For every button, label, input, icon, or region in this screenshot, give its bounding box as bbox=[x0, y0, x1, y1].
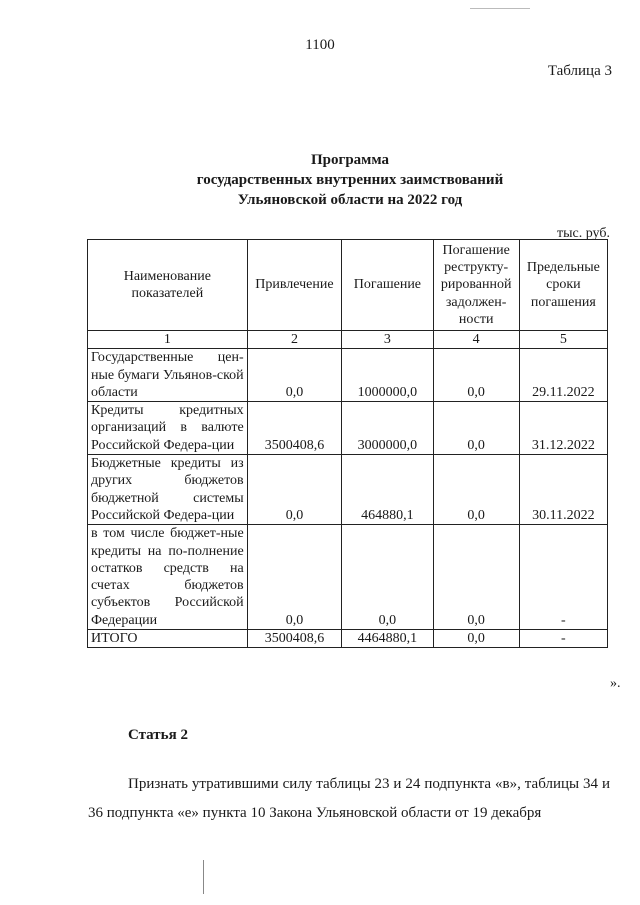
row-restructured: 0,0 bbox=[433, 402, 519, 455]
row-restructured: 0,0 bbox=[433, 525, 519, 630]
col-number: 2 bbox=[247, 331, 342, 349]
row-repayment: 3000000,0 bbox=[342, 402, 433, 455]
row-attraction: 0,0 bbox=[247, 349, 342, 402]
title-line-1: Программа bbox=[311, 152, 389, 168]
scan-artifact-bottom bbox=[203, 860, 204, 894]
row-name: Государственные цен-ные бумаги Ульянов-ской области bbox=[88, 349, 248, 402]
row-term: 30.11.2022 bbox=[519, 455, 607, 525]
article-paragraph: Признать утратившими силу таблицы 23 и 24 подпункта «в», таблицы 34 и 36 подпункта «е» пункта 10 Закона Ульяновской области от 19 декабря bbox=[88, 776, 610, 821]
table-row bbox=[88, 349, 608, 402]
row-name: Кредиты кредитных организаций в валюте Российской Федера-ции bbox=[88, 402, 248, 455]
row-restructured: 0,0 bbox=[433, 455, 519, 525]
table-row bbox=[88, 402, 608, 455]
col-number: 1 bbox=[88, 331, 248, 349]
article-heading: Статья 2 bbox=[128, 727, 188, 743]
row-term: 31.12.2022 bbox=[519, 402, 607, 455]
table-row bbox=[88, 525, 608, 630]
total-term: - bbox=[519, 630, 607, 648]
header-restructured: Погашение реструкту- рированной задолжен- ности bbox=[433, 240, 519, 331]
col-number: 3 bbox=[342, 331, 433, 349]
title-line-3: Ульяновской области на 2022 год bbox=[237, 192, 463, 208]
table-label: Таблица 3 bbox=[547, 63, 612, 79]
table-total-row bbox=[88, 630, 608, 648]
program-title bbox=[0, 150, 640, 210]
total-attraction: 3500408,6 bbox=[247, 630, 342, 648]
total-restructured: 0,0 bbox=[433, 630, 519, 648]
header-attraction: Привлечение bbox=[247, 240, 342, 331]
row-repayment: 0,0 bbox=[342, 525, 433, 630]
header-term: Предельные сроки погашения bbox=[519, 240, 607, 331]
row-attraction: 0,0 bbox=[247, 455, 342, 525]
page-number: 1100 bbox=[305, 37, 335, 53]
row-repayment: 464880,1 bbox=[342, 455, 433, 525]
closing-quote: ». bbox=[610, 676, 621, 691]
row-attraction: 3500408,6 bbox=[247, 402, 342, 455]
units-label: тыс. руб. bbox=[557, 226, 610, 241]
row-attraction: 0,0 bbox=[247, 525, 342, 630]
total-label: ИТОГО bbox=[88, 630, 248, 648]
row-term: 29.11.2022 bbox=[519, 349, 607, 402]
header-repayment: Погашение bbox=[342, 240, 433, 331]
row-repayment: 1000000,0 bbox=[342, 349, 433, 402]
total-repayment: 4464880,1 bbox=[342, 630, 433, 648]
title-line-2: государственных внутренних заимствований bbox=[196, 172, 504, 188]
col-number: 5 bbox=[519, 331, 607, 349]
scan-artifact-top bbox=[470, 8, 530, 9]
row-term: - bbox=[519, 525, 607, 630]
col-number: 4 bbox=[433, 331, 519, 349]
row-restructured: 0,0 bbox=[433, 349, 519, 402]
header-indicator: Наименование показателей bbox=[88, 240, 248, 331]
row-name: Бюджетные кредиты из других бюджетов бюджетной системы Российской Федера-ции bbox=[88, 455, 248, 525]
table-header-row bbox=[88, 240, 608, 331]
borrowings-table bbox=[87, 239, 608, 648]
row-name: в том числе бюджет-ные кредиты на по-полнение остатков средств на счетах бюджетов субъектов Российской Федерации bbox=[88, 525, 248, 630]
column-number-row bbox=[88, 331, 608, 349]
table-row bbox=[88, 455, 608, 525]
